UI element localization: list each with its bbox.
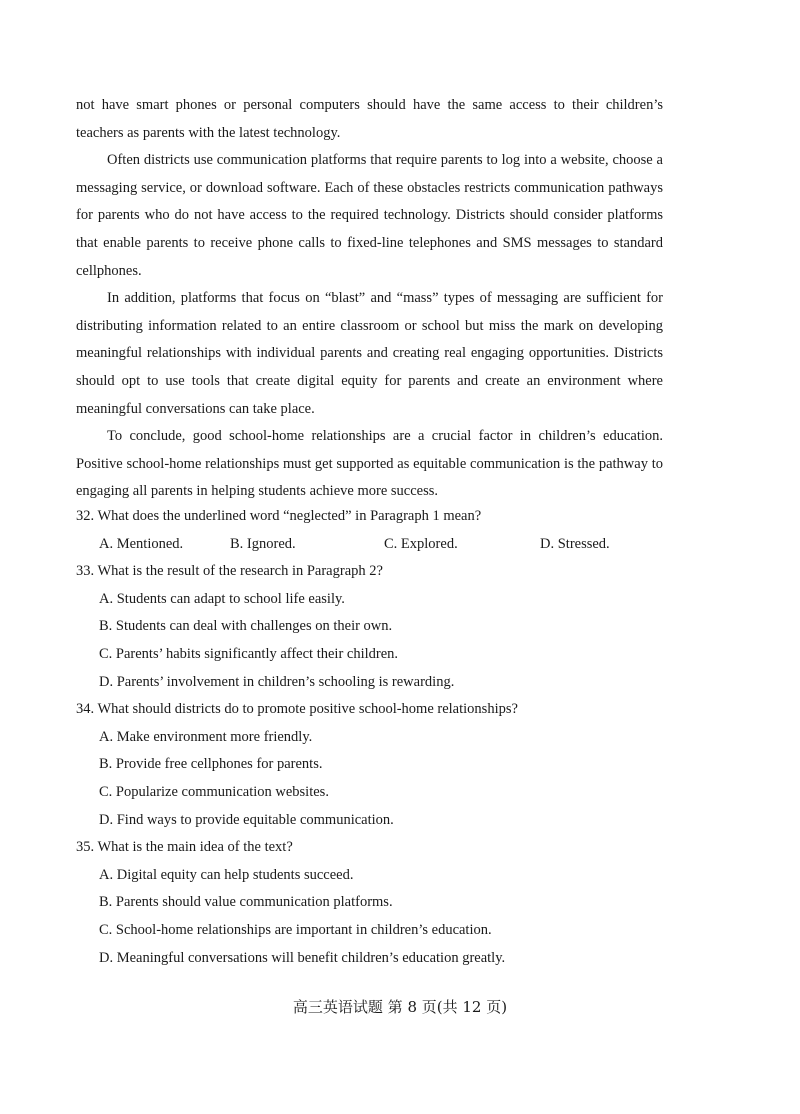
question-34 [76,696,663,834]
option-d: D. Parents’ involvement in children’s schooling is rewarding. [99,673,455,690]
question-list [76,503,663,972]
passage-paragraph-2: Often districts use communication platforms that require parents to log into a website, choose a messaging service, or download software. Each of these obstacles restricts communication pathways for parents who do not have access to the required technology. Districts should consider platforms that enable parents to receive phone calls to fixed-line telephones and SMS messages to standard cellphones. [76,152,663,279]
reading-passage [76,92,663,506]
option-c: C. Explored. [384,535,458,552]
option-b: B. Provide free cellphones for parents. [99,756,323,773]
option-b: B. Ignored. [230,535,296,552]
question-stem: 34. What should districts do to promote positive school-home relationships? [76,701,518,718]
passage-paragraph-1: not have smart phones or personal computers should have the same access to their children’s teachers as parents with the latest technology. [76,97,663,141]
question-stem: 35. What is the main idea of the text? [76,839,293,856]
question-32 [76,503,663,558]
question-33 [76,558,663,696]
question-stem: 32. What does the underlined word “neglected” in Paragraph 1 mean? [76,508,482,524]
option-b: B. Students can deal with challenges on their own. [99,618,393,635]
option-a: A. Make environment more friendly. [99,728,313,745]
option-c: C. School-home relationships are important in children’s education. [99,921,492,938]
option-a: A. Students can adapt to school life easily. [99,590,345,607]
option-c: C. Popularize communication websites. [99,783,329,800]
question-stem: 33. What is the result of the research in Paragraph 2? [76,563,383,580]
option-a: A. Mentioned. [99,535,184,552]
option-b: B. Parents should value communication platforms. [99,894,393,911]
option-a: A. Digital equity can help students succeed. [99,866,354,883]
option-d: D. Meaningful conversations will benefit children’s education greatly. [99,949,506,966]
option-row [76,531,663,559]
passage-paragraph-4: To conclude, good school-home relationships are a crucial factor in children’s education. Positive school-home relationships must get supported as equitable communication is the pathway to engaging all parents in helping students achieve more success. [76,428,663,500]
page-footer: 高三英语试题 第 8 页(共 12 页) [292,998,508,1016]
option-c: C. Parents’ habits significantly affect their children. [99,645,399,662]
passage-paragraph-3: In addition, platforms that focus on “blast” and “mass” types of messaging are sufficient for distributing information related to an entire classroom or school but miss the mark on developing meaningful relationships with individual parents and creating real engaging opportunities. Districts should opt to use tools that create digital equity for parents and create an environment where meaningful conversations can take place. [76,290,663,417]
option-d: D. Find ways to provide equitable communication. [99,811,394,828]
option-d: D. Stressed. [540,535,610,552]
question-35 [76,834,663,972]
